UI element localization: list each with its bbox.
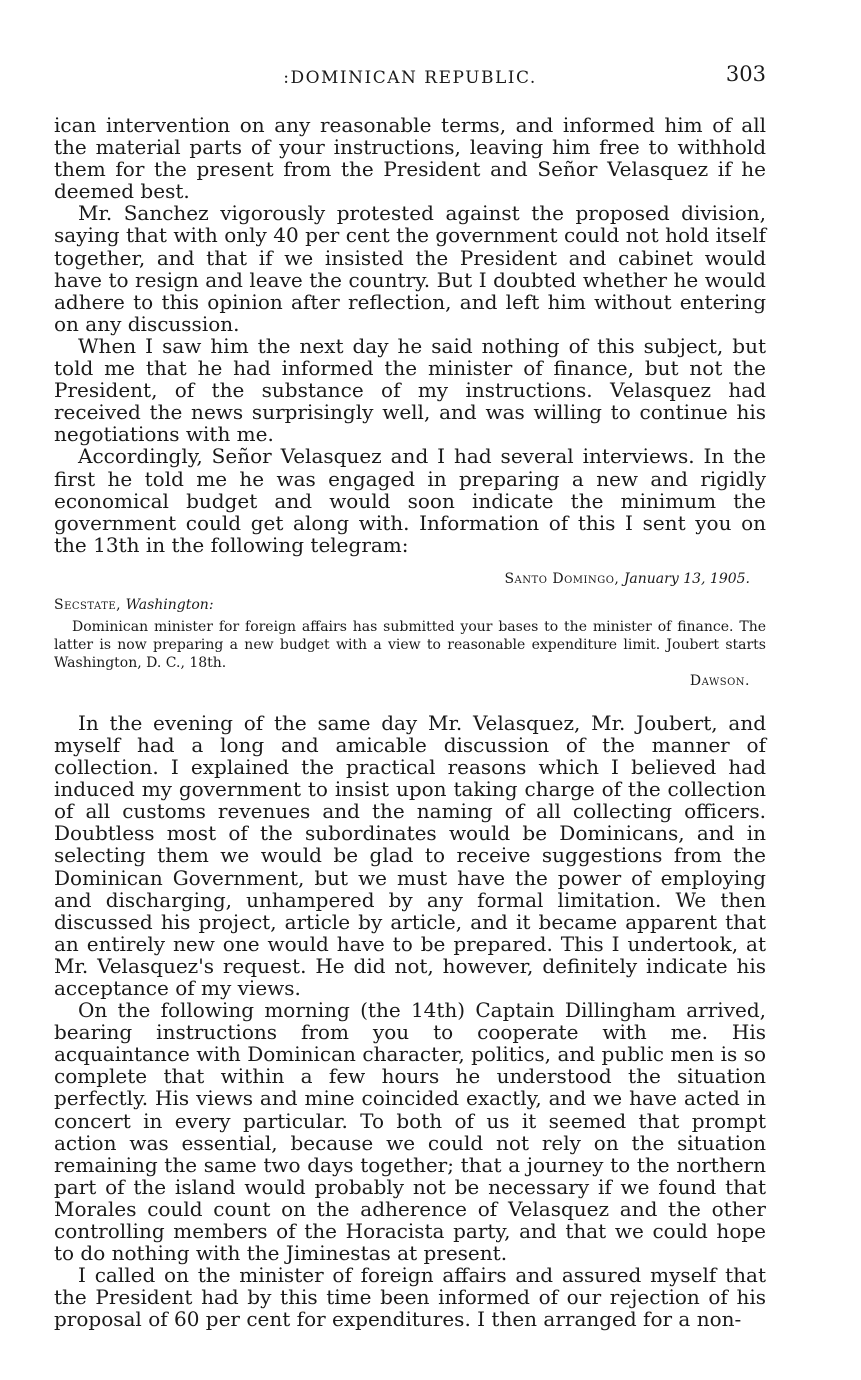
telegram-signature: Dawson.: [689, 672, 750, 689]
section-gap: [54, 690, 766, 712]
telegram-addressee-city: Washington:: [125, 596, 214, 613]
telegram-dateline: [54, 570, 750, 588]
paragraph-continued: ican intervention on any reasonable terms, and informed him of all the material parts of your instructions, leaving him free to withhold them for the present from the President and Señor Velasquez if he deemed best.: [54, 113, 766, 204]
paragraph-sanchez-protest: Mr. Sanchez vigorously protested against the proposed division, saying that with only 40 per cent the government could not hold itself together, and that if we insisted the President and cabinet would have to resign and leave the country. But I doubted whether he would adhere to this opinion after reflection, and left him without entering on any discussion.: [54, 201, 766, 336]
telegram-address: [54, 596, 766, 614]
telegram-text: Dominican minister for foreign affairs has submitted your bases to the minister of finance. The latter is now preparing a new budget with a view to reasonable expenditure limit. Joubert starts Washington, D. C., 18th.: [54, 618, 766, 671]
paragraph-dillingham-arrival: On the following morning (the 14th) Captain Dillingham arrived, bearing instructions from you to cooperate with me. His acquaintance with Dominican character, politics, and public men is so complete that within a few hours he understood the situation perfectly. His views and mine coincided exactly, and we have acted in concert in every particular. To both of us it seemed that prompt action was essential, because we could not rely on the situation remaining the same two days together; that a journey to the northern part of the island would probably not be necessary if we found that Morales could count on the adherence of Velasquez and the other controlling members of the Horacista party, and that we could hope to do nothing with the Jiminestas at present.: [54, 998, 766, 1266]
paragraph-next-day: When I saw him the next day he said nothing of this subject, but told me that he had informed the minister of finance, but not the President, of the substance of my instructions. Velasquez had received the news surprisingly well, and was willing to continue his negotiations with me.: [54, 333, 766, 447]
telegram-place: Santo Domingo,: [504, 570, 620, 587]
paragraph-evening-discussion: In the evening of the same day Mr. Velasquez, Mr. Joubert, and myself had a long and amicable discussion of the manner of collection. I explained the practical reasons which I believed had induced my government to insist upon taking charge of the collection of all customs revenues and the naming of all collecting officers. Doubtless most of the subordinates would be Dominicans, and in selecting them we would be glad to receive suggestions from the Dominican Government, but we must have the power of employing and discharging, unhampered by any formal limitation. We then discussed his project, article by article, and it became apparent that an entirely new one would have to be prepared. This I undertook, at Mr. Velasquez's request. He did not, however, definitely indicate his acceptance of my views.: [54, 710, 766, 1000]
document-page: [54, 62, 766, 1331]
telegram-addressee: Secstate,: [54, 596, 122, 613]
telegram-date: January 13, 1905.: [623, 570, 750, 587]
paragraph-interviews: Accordingly, Señor Velasquez and I had several interviews. In the first he told me he was engaged in preparing a new and rigidly economical budget and would soon indicate the minimum the government could get along with. Information of this I sent you on the 13th in the following telegram:: [54, 444, 766, 557]
paragraph-minister-visit: I called on the minister of foreign affairs and assured myself that the President had by this time been informed of our rejection of his proposal of 60 per cent for expenditures. I then arranged for a non-: [54, 1263, 766, 1332]
page-number: 303: [725, 62, 766, 86]
running-head: [54, 62, 766, 92]
running-title: :DOMINICAN REPUBLIC.: [283, 68, 537, 88]
